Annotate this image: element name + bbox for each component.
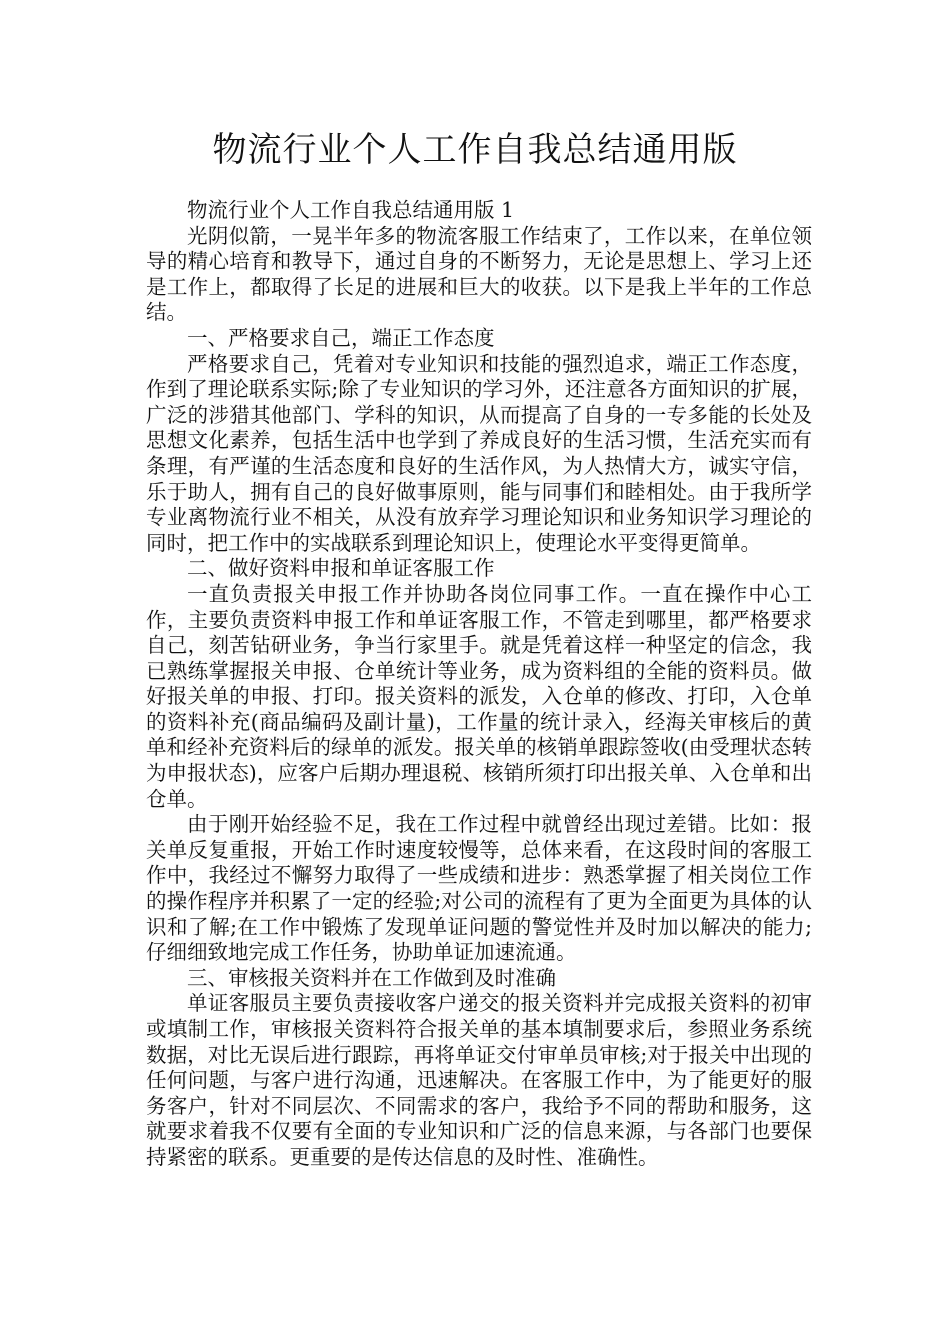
section-2-paragraph-2: 由于刚开始经验不足，我在工作过程中就曾经出现过差错。比如：报关单反复重报，开始工作时速度较慢等，总体来看，在这段时间的客服工作中，我经过不懈努力取得了一些成绩和进步：熟悉掌握了相关岗位工作的操作程序并积累了一定的经验;对公司的流程有了更为全面更为具体的认识和了解;在工作中锻炼了发现单证问题的警觉性并及时加以解决的能力;仔细细致地完成工作任务，协助单证加速流通。	[146, 812, 812, 965]
document-body	[146, 198, 812, 1171]
section-1-paragraph: 严格要求自己，凭着对专业知识和技能的强烈追求，端正工作态度，作到了理论联系实际;除了专业知识的学习外，还注意各方面知识的扩展，广泛的涉猎其他部门、学科的知识，从而提高了自身的一专多能的长处及思想文化素养，包括生活中也学到了养成良好的生活习惯，生活充实而有条理，有严谨的生活态度和良好的生活作风，为人热情大方，诚实守信，乐于助人，拥有自己的良好做事原则，能与同事们和睦相处。由于我所学专业离物流行业不相关，从没有放弃学习理论知识和业务知识学习理论的同时，把工作中的实战联系到理论知识上，使理论水平变得更简单。	[146, 351, 812, 555]
document-title: 物流行业个人工作自我总结通用版	[212, 130, 738, 170]
section-heading-2: 二、做好资料申报和单证客服工作	[187, 556, 495, 581]
intro-paragraph: 光阴似箭，一晃半年多的物流客服工作结束了，工作以来，在单位领导的精心培育和教导下，通过自身的不断努力，无论是思想上、学习上还是工作上，都取得了长足的进展和巨大的收获。以下是我上半年的工作总结。	[146, 223, 812, 325]
section-heading-3: 三、审核报关资料并在工作做到及时准确	[187, 965, 556, 990]
subtitle-paragraph: 物流行业个人工作自我总结通用版 1	[187, 198, 515, 222]
section-2-paragraph-1: 一直负责报关申报工作并协助各岗位同事工作。一直在操作中心工作，主要负责资料申报工作和单证客服工作，不管走到哪里，都严格要求自己，刻苦钻研业务，争当行家里手。就是凭着这样一种坚定的信念，我已熟练掌握报关申报、仓单统计等业务，成为资料组的全能的资料员。做好报关单的申报、打印。报关资料的派发，入仓单的修改、打印，入仓单的资料补充(商品编码及副计量)，工作量的统计录入，经海关审核后的黄单和经补充资料后的绿单的派发。报关单的核销单跟踪签收(由受理状态转为申报状态)，应客户后期办理退税、核销所须打印出报关单、入仓单和出仓单。	[146, 581, 812, 811]
section-3-paragraph: 单证客服员主要负责接收客户递交的报关资料并完成报关资料的初审或填制工作，审核报关资料符合报关单的基本填制要求后，参照业务系统数据，对比无误后进行跟踪，再将单证交付审单员审核;对于报关中出现的任何问题，与客户进行沟通，迅速解决。在客服工作中，为了能更好的服务客户，针对不同层次、不同需求的客户，我给予不同的帮助和服务，这就要求着我不仅要有全面的专业知识和广泛的信息来源，与各部门也要保持紧密的联系。更重要的是传达信息的及时性、准确性。	[146, 991, 812, 1169]
section-heading-1: 一、严格要求自己，端正工作态度	[187, 325, 495, 350]
